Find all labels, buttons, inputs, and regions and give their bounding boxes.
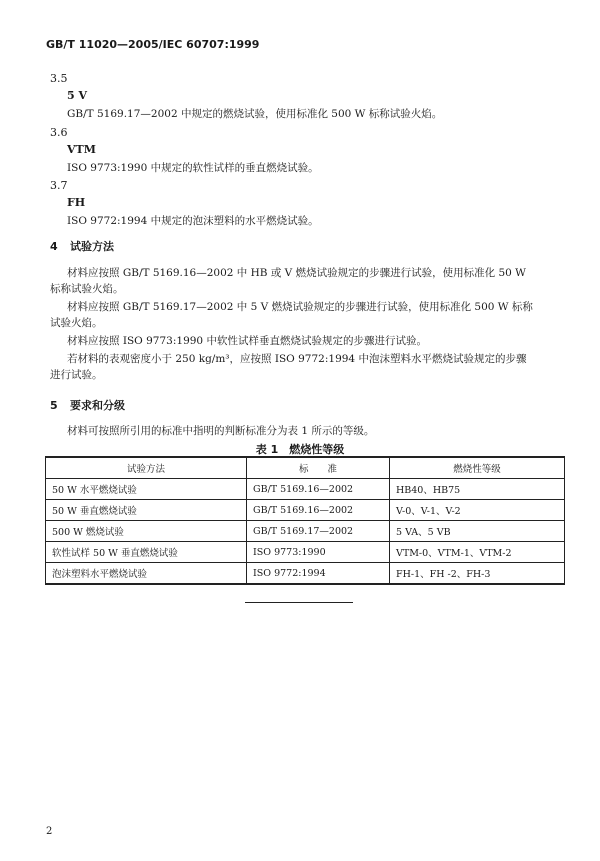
- grade-cell: VTM-0、VTM-1、VTM-2: [390, 542, 565, 563]
- paragraph-line: 材料应按照 ISO 9773:1990 中软性试样垂直燃烧试验规定的步骤进行试验。: [67, 335, 427, 347]
- table-row: [46, 563, 565, 585]
- table-row: [46, 521, 565, 542]
- grade-cell: HB40、HB75: [390, 479, 565, 500]
- grade-cell: FH-1、FH -2、FH-3: [390, 563, 565, 585]
- section-heading: [50, 397, 125, 413]
- term-title: VTM: [67, 143, 96, 156]
- test-method-cell: 50 W 垂直燃烧试验: [46, 500, 247, 521]
- column-header: 燃烧性等级: [390, 457, 565, 479]
- paragraph-line: 材料应按照 GB/T 5169.16—2002 中 HB 或 V 燃烧试验规定的步骤进行试验，使用标准化 50 W: [67, 267, 526, 279]
- column-header: 试验方法: [46, 457, 247, 479]
- table-row: [46, 500, 565, 521]
- term-definition: ISO 9773:1990 中规定的软性试样的垂直燃烧试验。: [67, 162, 319, 174]
- standard-cell: ISO 9773:1990: [247, 542, 390, 563]
- table-row: [46, 542, 565, 563]
- page-number: 2: [46, 826, 53, 837]
- standard-code-header: GB/T 11020—2005/IEC 60707:1999: [46, 38, 260, 51]
- paragraph-line: 材料应按照 GB/T 5169.17—2002 中 5 V 燃烧试验规定的步骤进行试验，使用标准化 500 W 标称: [67, 301, 533, 313]
- section-number: 5: [50, 399, 58, 412]
- term-title: 5 V: [67, 89, 88, 102]
- grade-cell: 5 VA、5 VB: [390, 521, 565, 542]
- flammability-grade-table: [45, 456, 565, 585]
- standard-cell: GB/T 5169.16—2002: [247, 500, 390, 521]
- end-of-document-rule: [245, 602, 353, 603]
- term-definition: ISO 9772:1994 中规定的泡沫塑料的水平燃烧试验。: [67, 215, 319, 227]
- paragraph-line: 材料可按照所引用的标准中指明的判断标准分为表 1 所示的等级。: [67, 425, 375, 437]
- paragraph-line: 进行试验。: [50, 369, 103, 381]
- test-method-cell: 泡沫塑料水平燃烧试验: [46, 563, 247, 585]
- table-header-row: [46, 457, 565, 479]
- test-method-cell: 500 W 燃烧试验: [46, 521, 247, 542]
- grade-cell: V-0、V-1、V-2: [390, 500, 565, 521]
- table-row: [46, 479, 565, 500]
- paragraph-line: 试验火焰。: [50, 317, 103, 329]
- standard-cell: GB/T 5169.17—2002: [247, 521, 390, 542]
- section-heading: [50, 238, 114, 254]
- clause-number: 3.6: [50, 126, 68, 139]
- test-method-cell: 软性试样 50 W 垂直燃烧试验: [46, 542, 247, 563]
- clause-number: 3.7: [50, 179, 68, 192]
- section-title: 试验方法: [70, 240, 114, 253]
- section-title: 要求和分级: [70, 399, 125, 412]
- term-definition: GB/T 5169.17—2002 中规定的燃烧试验，使用标准化 500 W 标称试验火焰。: [67, 108, 443, 120]
- test-method-cell: 50 W 水平燃烧试验: [46, 479, 247, 500]
- section-number: 4: [50, 240, 58, 253]
- paragraph-line: 若材料的表观密度小于 250 kg/m³，应按照 ISO 9772:1994 中泡沫塑料水平燃烧试验规定的步骤: [67, 353, 527, 365]
- table-caption: 表 1 燃烧性等级: [255, 443, 345, 456]
- standard-cell: ISO 9772:1994: [247, 563, 390, 585]
- paragraph-line: 标称试验火焰。: [50, 283, 124, 295]
- column-header: 标 准: [247, 457, 390, 479]
- standard-cell: GB/T 5169.16—2002: [247, 479, 390, 500]
- clause-number: 3.5: [50, 72, 68, 85]
- term-title: FH: [67, 196, 86, 209]
